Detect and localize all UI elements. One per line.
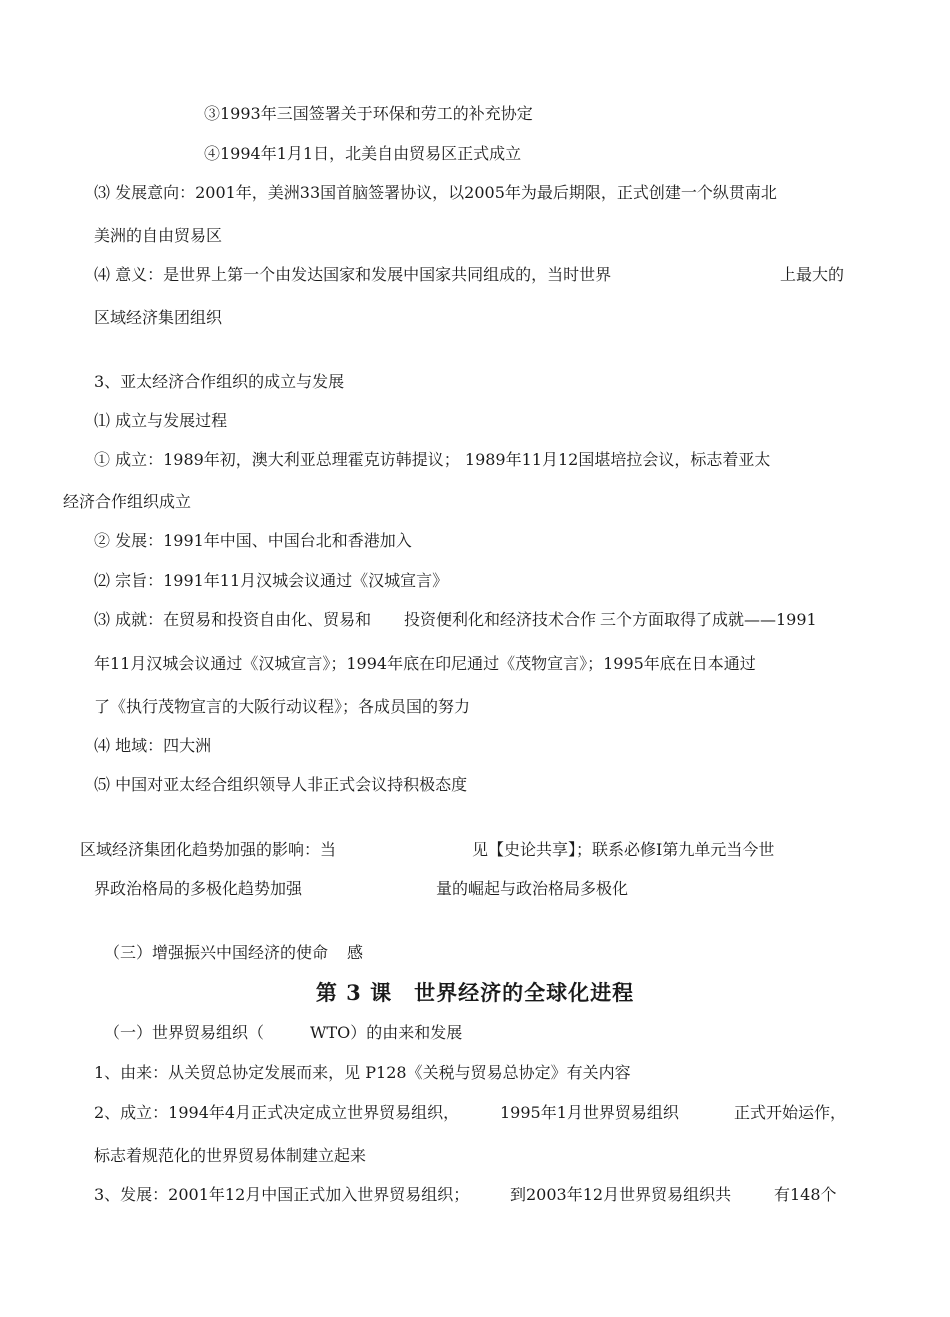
text-line-wto-development-end: 有148个: [774, 1185, 837, 1204]
section-heading-mission-end: 感: [347, 943, 364, 962]
text-line-establish-process: ⑴ 成立与发展过程: [94, 411, 228, 430]
text-line-achievement-end: 三个方面取得了成就——1991: [600, 610, 817, 629]
section-heading-mission: （三）增强振兴中国经济的使命: [104, 943, 329, 962]
text-line-development-intent-cont: 美洲的自由贸易区: [94, 226, 223, 245]
text-line-wto-established-mid: 1995年1月世界贸易组织: [500, 1103, 679, 1122]
text-line-achievement: ⑶ 成就：在贸易和投资自由化、贸易和: [94, 610, 372, 629]
section-heading-apec: 3、亚太经济合作组织的成立与发展: [94, 372, 345, 391]
text-line-nafta-1994: ④1994年1月1日，北美自由贸易区正式成立: [204, 144, 522, 163]
text-line-development-intent: ⑶ 发展意向：2001年，美洲33国首脑签署协议，以2005年为最后期限，正式创建一个纵贯南北: [94, 183, 777, 202]
text-line-wto-development-mid: 到2003年12月世界贸易组织共: [510, 1185, 732, 1204]
lesson-title: 第 3 课 世界经济的全球化进程: [315, 980, 635, 1005]
text-line-significance-end: 上最大的: [780, 265, 845, 284]
text-line-china-attitude: ⑸ 中国对亚太经合组织领导人非正式会议持积极态度: [94, 775, 468, 794]
text-line-significance: ⑷ 意义：是世界上第一个由发达国家和发展中国家共同组成的，当时世界: [94, 265, 612, 284]
section-heading-wto: （一）世界贸易组织（: [104, 1023, 265, 1042]
text-line-wto-established-end: 正式开始运作，: [734, 1103, 847, 1122]
section-heading-wto-end: WTO）的由来和发展: [310, 1023, 463, 1042]
text-line-achievement-mid: 投资便利化和经济技术合作: [404, 610, 597, 629]
text-line-political-pattern-end: 量的崛起与政治格局多极化: [436, 879, 629, 898]
text-line-purpose: ⑵ 宗旨：1991年11月汉城会议通过《汉城宣言》: [94, 571, 449, 590]
text-line-wto-development: 3、发展：2001年12月中国正式加入世界贸易组织；: [94, 1185, 470, 1204]
text-line-wto-established-cont: 标志着规范化的世界贸易体制建立起来: [94, 1146, 367, 1165]
text-line-achievement-cont2: 了《执行茂物宣言的大阪行动议程》；各成员国的努力: [94, 697, 471, 716]
text-line-significance-cont: 区域经济集团组织: [94, 308, 223, 327]
text-line-achievement-cont: 年11月汉城会议通过《汉城宣言》；1994年底在印尼通过《茂物宣言》；1995年底在日本通过: [94, 654, 756, 673]
text-line-regional-influence-ref: 见【史论共享】；联系必修Ⅰ第九单元当今世: [472, 840, 775, 859]
text-line-wto-established: 2、成立：1994年4月正式决定成立世界贸易组织，: [94, 1103, 460, 1122]
text-line-wto-origin: 1、由来：从关贸总协定发展而来，见 P128《关税与贸易总协定》有关内容: [94, 1063, 631, 1082]
text-line-development-1991: ② 发展：1991年中国、中国台北和香港加入: [94, 531, 412, 550]
text-line-establishment-cont: 经济合作组织成立: [63, 492, 192, 511]
text-line-establishment: ① 成立：1989年初，澳大利亚总理霍克访韩提议； 1989年11月12国堪培拉会议，标志着亚太: [94, 450, 771, 469]
text-line-agreement-1993: ③1993年三国签署关于环保和劳工的补充协定: [204, 104, 533, 123]
text-line-region: ⑷ 地域：四大洲: [94, 736, 212, 755]
text-line-political-pattern: 界政治格局的多极化趋势加强: [94, 879, 303, 898]
text-line-regional-influence: 区域经济集团化趋势加强的影响：当: [80, 840, 337, 859]
